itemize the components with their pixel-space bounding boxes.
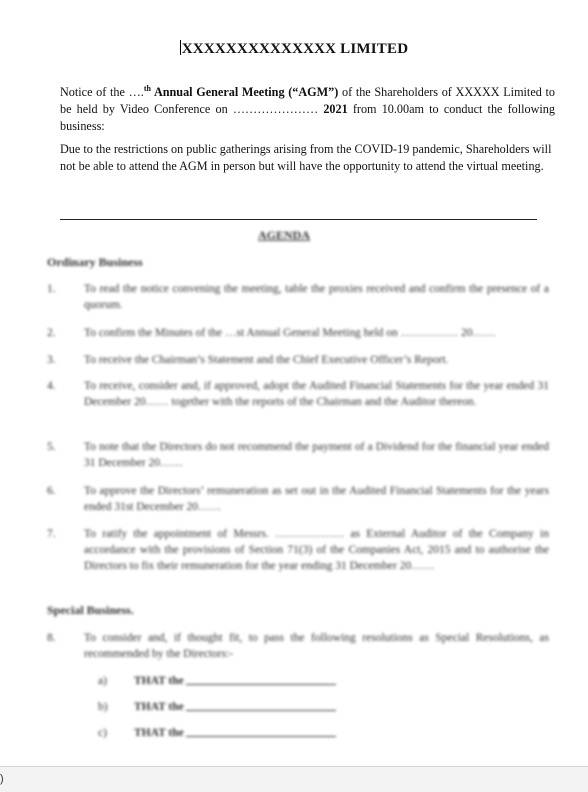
blurred-agenda-region: AGENDA Ordinary Business 1. To read the notice convening the meeting, table the proxies received and confirm the presence of a quorum. 2. To confirm the Minutes of the …st Annual General Meeting held on …………… 20…… 3. To receive the Chairman’s Statement and the Chief Executive Officer’s Report. 4. To receive, consider and, if approved, adopt the Audited Financial Statements for the year ended 31 December 20…… together with the reports of the Chairman and the Auditor thereon. 5. To note that the Directors do not recommend the payment of a Dividend for the financial year ended 31 December 20…… 6. To approve the Directors’ remuneration as set out in the Audited Financial Statements for the years ended 31st December 20…… 7. To ratify the appointment of Messrs. ……………… as External Auditor of the Company in accordance with the provisions of Section 71(3) of the Companies Act, 2015 and to authorise the Directors to fix their remuneration for the year ending 31 December 20…… Special Business. 8. To consider and, if thought fit, to pass the following resolutions as Special Resolutions, as recommended by the Directors:- a) THAT the b) THAT the c) THAT the: [0, 0, 588, 766]
agenda-title: AGENDA: [257, 228, 310, 242]
blank-line: [186, 684, 336, 685]
status-bar: [0, 766, 588, 792]
special-business-heading: Special Business.: [47, 603, 134, 617]
ordinary-business-heading: Ordinary Business: [47, 255, 143, 269]
company-name[interactable]: XXXXXXXXXXXXXX LIMITED: [181, 41, 409, 57]
notice-paragraph[interactable]: Notice of the ….$^{th}$ Annual General Meeting (“AGM”) of the Shareholders of XXXXX Limited to be held by Video Conference on ………………… 2021 from 10.00am to conduct the following business:: [60, 84, 555, 134]
blank-line: [186, 710, 336, 711]
covid-paragraph[interactable]: Due to the restrictions on public gatherings arising from the COVID-19 pandemic, Shareholders will not be able to attend the AGM in person but will have the opportunity to attend the virtual meeting.: [60, 142, 552, 173]
blank-line: [186, 736, 336, 737]
status-bar-text: ): [0, 773, 4, 785]
